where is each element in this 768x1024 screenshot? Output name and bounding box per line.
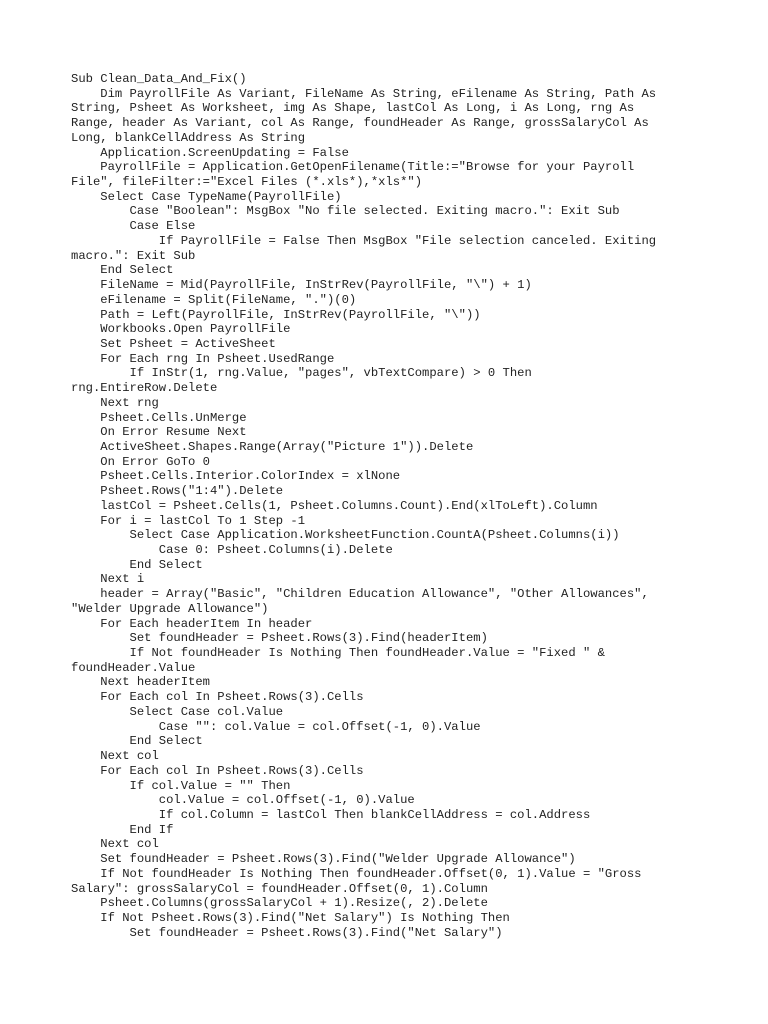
code-line: End Select [71,557,203,572]
code-line: File", fileFilter:="Excel Files (*.xls*),*xls*") [71,175,423,190]
code-line: rng.EntireRow.Delete [71,381,218,396]
code-line: PayrollFile = Application.GetOpenFilename(Title:="Browse for your Payroll [71,160,635,175]
code-line: For Each col In Psheet.Rows(3).Cells [71,690,364,705]
code-line: For Each col In Psheet.Rows(3).Cells [71,763,364,778]
code-line: Set foundHeader = Psheet.Rows(3).Find("Welder Upgrade Allowance") [71,852,576,867]
code-line: Set foundHeader = Psheet.Rows(3).Find(headerItem) [71,631,488,646]
code-line: ActiveSheet.Shapes.Range(Array("Picture 1")).Delete [71,439,474,454]
code-line: Case "": col.Value = col.Offset(-1, 0).Value [71,719,481,734]
code-line: "Welder Upgrade Allowance") [71,601,269,616]
code-line: FileName = Mid(PayrollFile, InStrRev(PayrollFile, "\") + 1) [71,278,532,293]
code-line: Case Else [71,219,196,234]
code-line: Select Case Application.WorksheetFunction.CountA(Psheet.Columns(i)) [71,528,620,543]
code-line: Psheet.Rows("1:4").Delete [71,484,284,499]
code-line: If Not Psheet.Rows(3).Find("Net Salary") Is Nothing Then [71,910,510,925]
code-line: Select Case TypeName(PayrollFile) [71,189,342,204]
code-line: End Select [71,734,203,749]
code-line: If col.Column = lastCol Then blankCellAddress = col.Address [71,807,591,822]
code-line: For Each rng In Psheet.UsedRange [71,351,335,366]
code-line: Next rng [71,395,159,410]
code-line: lastCol = Psheet.Cells(1, Psheet.Columns.Count).End(xlToLeft).Column [71,498,598,513]
code-line: If col.Value = "" Then [71,778,291,793]
code-line: Next headerItem [71,675,210,690]
code-line: col.Value = col.Offset(-1, 0).Value [71,793,415,808]
code-line: End Select [71,263,174,278]
code-line: Long, blankCellAddress As String [71,130,306,145]
code-line: String, Psheet As Worksheet, img As Shape, lastCol As Long, i As Long, rng As [71,101,635,116]
code-line: Sub Clean_Data_And_Fix() [71,72,247,86]
code-line: For i = lastCol To 1 Step -1 [71,513,306,528]
code-line: eFilename = Split(FileName, ".")(0) [71,292,357,307]
code-line: Path = Left(PayrollFile, InStrRev(PayrollFile, "\")) [71,307,481,322]
code-line: Application.ScreenUpdating = False [71,145,349,160]
code-line: If Not foundHeader Is Nothing Then foundHeader.Offset(0, 1).Value = "Gross [71,866,642,881]
code-line: Case "Boolean": MsgBox "No file selected. Exiting macro.": Exit Sub [71,204,620,219]
code-line: Dim PayrollFile As Variant, FileName As String, eFilename As String, Path As [71,86,657,101]
code-line: Next col [71,837,159,852]
code-line: macro.": Exit Sub [71,248,196,263]
code-line: Set foundHeader = Psheet.Rows(3).Find("Net Salary") [71,925,503,940]
code-line: Select Case col.Value [71,704,284,719]
code-line: On Error GoTo 0 [71,454,210,469]
code-line: Psheet.Cells.Interior.ColorIndex = xlNone [71,469,401,484]
vba-code-block [71,72,711,940]
code-line: End If [71,822,174,837]
code-line: Next i [71,572,145,587]
code-line: foundHeader.Value [71,660,196,675]
code-line: Next col [71,749,159,764]
code-line: Case 0: Psheet.Columns(i).Delete [71,543,393,557]
code-line: Workbooks.Open PayrollFile [71,322,291,337]
code-line: header = Array("Basic", "Children Education Allowance", "Other Allowances", [71,587,649,602]
code-line: Range, header As Variant, col As Range, foundHeader As Range, grossSalaryCol As [71,116,649,131]
code-line: If Not foundHeader Is Nothing Then foundHeader.Value = "Fixed " & [71,646,605,661]
code-line: If PayrollFile = False Then MsgBox "File selection canceled. Exiting [71,233,657,248]
code-line: Psheet.Cells.UnMerge [71,410,247,425]
code-line: On Error Resume Next [71,425,247,440]
code-line: For Each headerItem In header [71,616,313,631]
code-line: Salary": grossSalaryCol = foundHeader.Offset(0, 1).Column [71,881,488,896]
code-line: Psheet.Columns(grossSalaryCol + 1).Resize(, 2).Delete [71,896,488,911]
code-line: If InStr(1, rng.Value, "pages", vbTextCompare) > 0 Then [71,366,532,381]
code-line: Set Psheet = ActiveSheet [71,336,276,351]
